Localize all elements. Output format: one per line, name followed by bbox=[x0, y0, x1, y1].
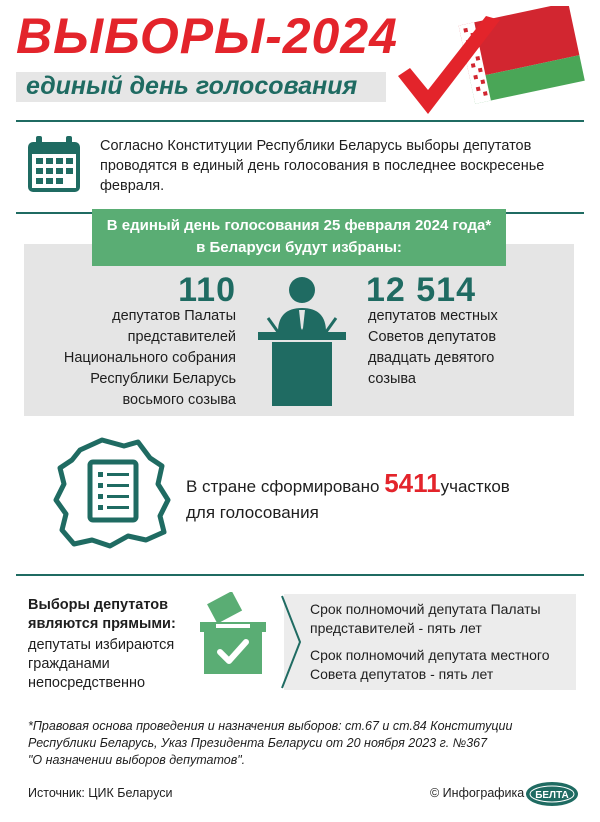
stations-suffix: участков bbox=[440, 477, 510, 496]
chevron-right-icon bbox=[276, 594, 306, 690]
belta-logo bbox=[524, 780, 580, 808]
term-line: Совета депутатов - пять лет bbox=[310, 666, 494, 682]
desc-line: Республики Беларусь bbox=[90, 371, 236, 387]
desc-line: Советов депутатов bbox=[368, 329, 497, 345]
belta-logo-text: БЕЛТА bbox=[535, 790, 569, 801]
polling-stations-text bbox=[186, 470, 510, 526]
divider bbox=[16, 120, 584, 122]
stations-line-2: для голосования bbox=[186, 503, 319, 522]
term-line: Срок полномочий депутата Палаты bbox=[310, 601, 541, 617]
page-subtitle: единый день голосования bbox=[26, 72, 358, 100]
election-date-banner bbox=[92, 209, 506, 266]
divider bbox=[16, 574, 584, 576]
footnote-line: "О назначении выборов депутатов". bbox=[28, 753, 246, 767]
desc-line: представителей bbox=[127, 329, 236, 345]
term-line: Срок полномочий депутата местного bbox=[310, 647, 550, 663]
polling-stations-count: 5411 bbox=[384, 468, 441, 498]
banner-line-1: В единый день голосования 25 февраля 2024 года* bbox=[106, 217, 492, 234]
intro-text: Согласно Конституции Республики Беларусь выборы депутатов проводятся в единый день голосования в последнее воскресенье февраля. bbox=[100, 138, 545, 194]
direct-title-line: Выборы депутатов bbox=[28, 597, 169, 613]
stations-prefix: В стране сформировано bbox=[186, 477, 380, 496]
speaker-podium-icon bbox=[250, 270, 354, 410]
desc-line: восьмого созыва bbox=[122, 392, 236, 408]
belarus-flag-checkmark-icon bbox=[388, 6, 588, 126]
belarus-map-document-icon bbox=[50, 436, 174, 552]
ballot-box-icon bbox=[196, 592, 270, 676]
footnote-line: Республики Беларусь, Указ Президента Беларуси от 20 ноября 2023 г. №367 bbox=[28, 736, 488, 750]
banner-line-2: в Беларуси будут избраны: bbox=[196, 239, 402, 256]
desc-line: депутатов местных bbox=[368, 308, 498, 324]
desc-line: двадцать девятого bbox=[368, 350, 495, 366]
desc-line: созыва bbox=[368, 371, 416, 387]
direct-desc-line: гражданами bbox=[28, 656, 110, 672]
page-title: ВЫБОРЫ-2024 bbox=[16, 8, 398, 64]
desc-line: Национального собрания bbox=[63, 350, 236, 366]
deputies-count-national: 110 bbox=[178, 271, 236, 309]
direct-desc-line: депутаты избираются bbox=[28, 637, 175, 653]
source-text: Источник: ЦИК Беларуси bbox=[28, 786, 173, 800]
desc-line: депутатов Палаты bbox=[112, 308, 236, 324]
stations-line-1 bbox=[186, 470, 510, 500]
credit-text: © Инфографика bbox=[430, 786, 525, 800]
direct-title-line: являются прямыми: bbox=[28, 616, 176, 632]
deputies-national-description bbox=[40, 306, 236, 411]
term-national bbox=[310, 600, 580, 638]
direct-desc-line: непосредственно bbox=[28, 675, 146, 691]
deputies-local-description bbox=[368, 306, 568, 390]
term-local bbox=[310, 646, 580, 684]
calendar-icon bbox=[26, 136, 82, 194]
term-line: представителей - пять лет bbox=[310, 620, 482, 636]
direct-elections-description bbox=[28, 636, 198, 693]
legal-footnote bbox=[28, 718, 573, 769]
deputies-count-local: 12 514 bbox=[366, 271, 476, 309]
direct-elections-title bbox=[28, 596, 176, 634]
footnote-line: *Правовая основа проведения и назначения выборов: ст.67 и ст.84 Конституции bbox=[28, 719, 513, 733]
